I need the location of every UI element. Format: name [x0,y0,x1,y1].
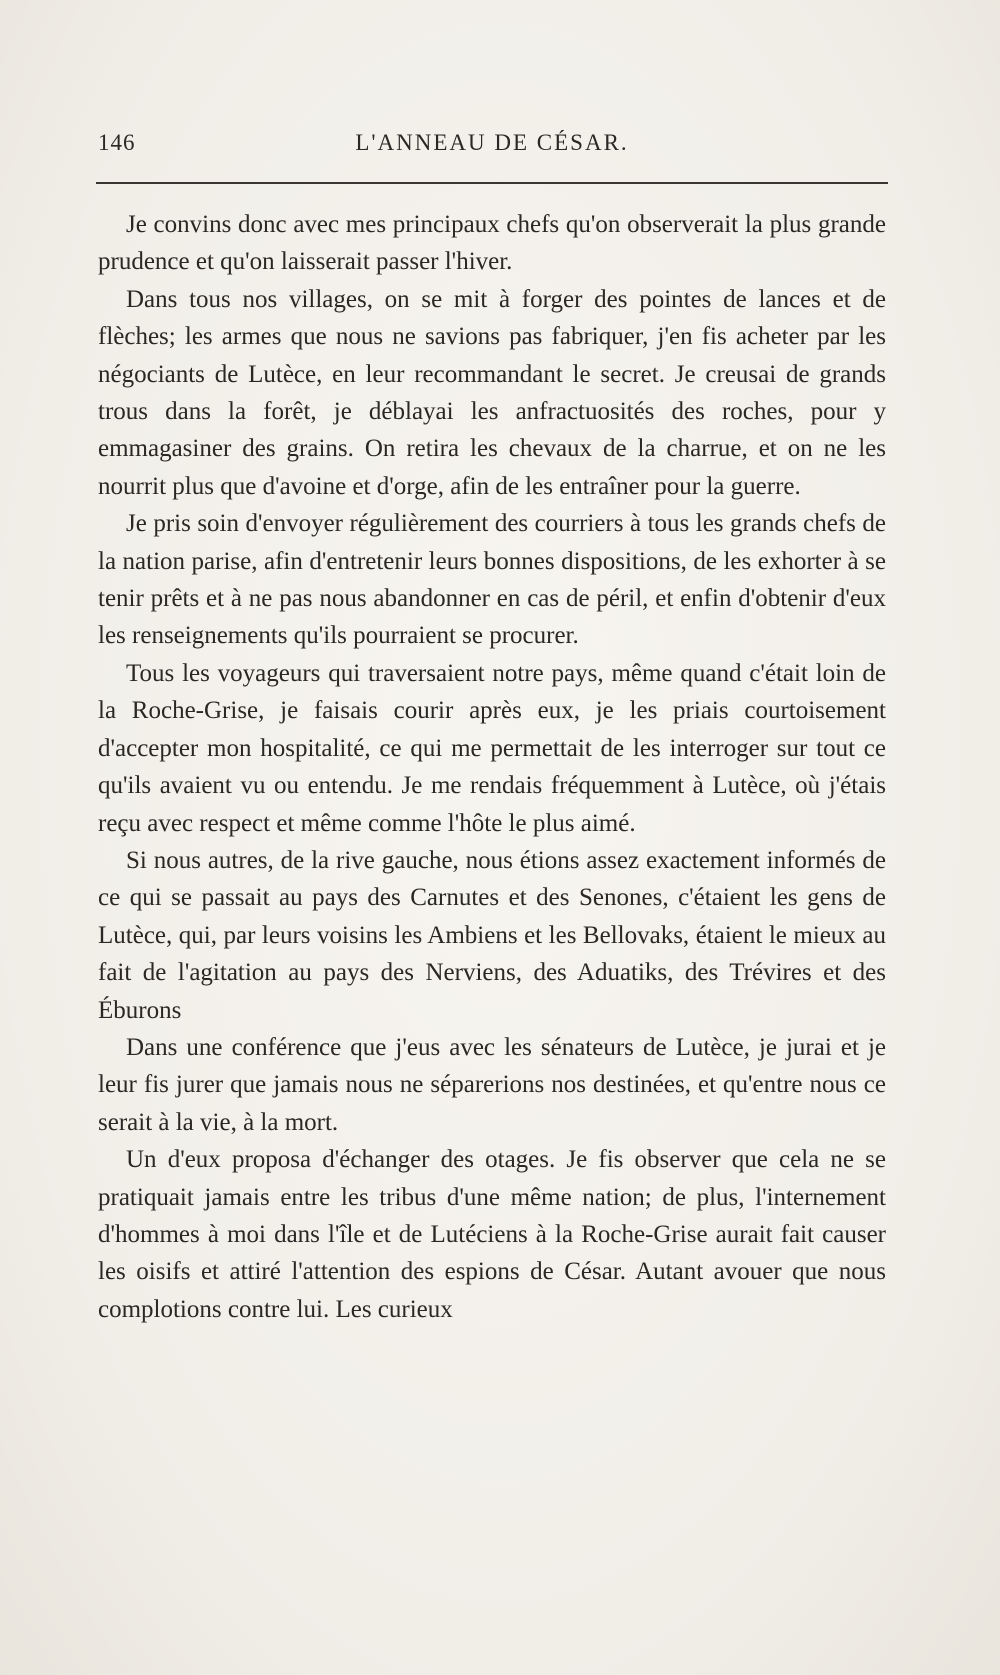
header-rule [96,182,888,184]
paragraph: Je pris soin d'envoyer régulièrement des courriers à tous les grands chefs de la nation parise, afin d'entretenir leurs bonnes dispositions, de les exhorter à se tenir prêts et à ne pas nous abandonner en cas de péril, et enfin d'obtenir d'eux les renseignements qu'ils pourraient se procurer. [98,510,886,650]
paragraph: Un d'eux proposa d'échanger des otages. Je fis observer que cela ne se pratiquait jamais entre les tribus d'une même nation; de plus, l'internement d'hommes à moi dans l'île et de Lutéciens à la Roche-Grise aurait fait causer les oisifs et attiré l'attention des espions de César. Autant avouer que nous complotions contre lui. Les curieux [98,1146,886,1323]
paragraph: Dans tous nos villages, on se mit à forger des pointes de lances et de flèches; les armes que nous ne savions pas fabriquer, j'en fis acheter par les négociants de Lutèce, en leur recommandant le secret. Je creusai de grands trous dans la forêt, je déblayai les anfractuosités des roches, pour y emmagasiner des grains. On retira les chevaux de la charrue, et on ne les nourrit plus que d'avoine et d'orge, afin de les entraîner pour la guerre. [98,285,886,500]
paragraph: Dans une conférence que j'eus avec les sénateurs de Lutèce, je jurai et je leur fis jurer que jamais nous ne séparerions nos destinées, et qu'entre nous ce serait à la vie, à la mort. [98,1033,886,1136]
paragraph: Je convins donc avec mes principaux chefs qu'on observerait la plus grande prudence et qu'on laisserait passer l'hiver. [98,211,886,276]
page-number: 146 [98,130,136,155]
running-head [98,124,886,164]
running-title: L'ANNEAU DE CÉSAR. [355,130,629,155]
paragraph: Tous les voyageurs qui traversaient notre pays, même quand c'était loin de la Roche-Grise, je faisais courir après eux, je les priais courtoisement d'accepter mon hospitalité, ce qui me permettait de les interroger sur tout ce qu'ils avaient vu ou entendu. Je me rendais fréquemment à Lutèce, où j'étais reçu avec respect et même comme l'hôte le plus aimé. [98,659,886,837]
paragraph: Si nous autres, de la rive gauche, nous étions assez exactement informés de ce qui se passait au pays des Carnutes et des Senones, c'étaient les gens de Lutèce, qui, par leurs voisins les Ambiens et les Bellovaks, étaient le mieux au fait de l'agitation au pays des Nerviens, des Aduatiks, des Trévires et des Éburons [98,846,886,1024]
body-text [98,206,886,1328]
